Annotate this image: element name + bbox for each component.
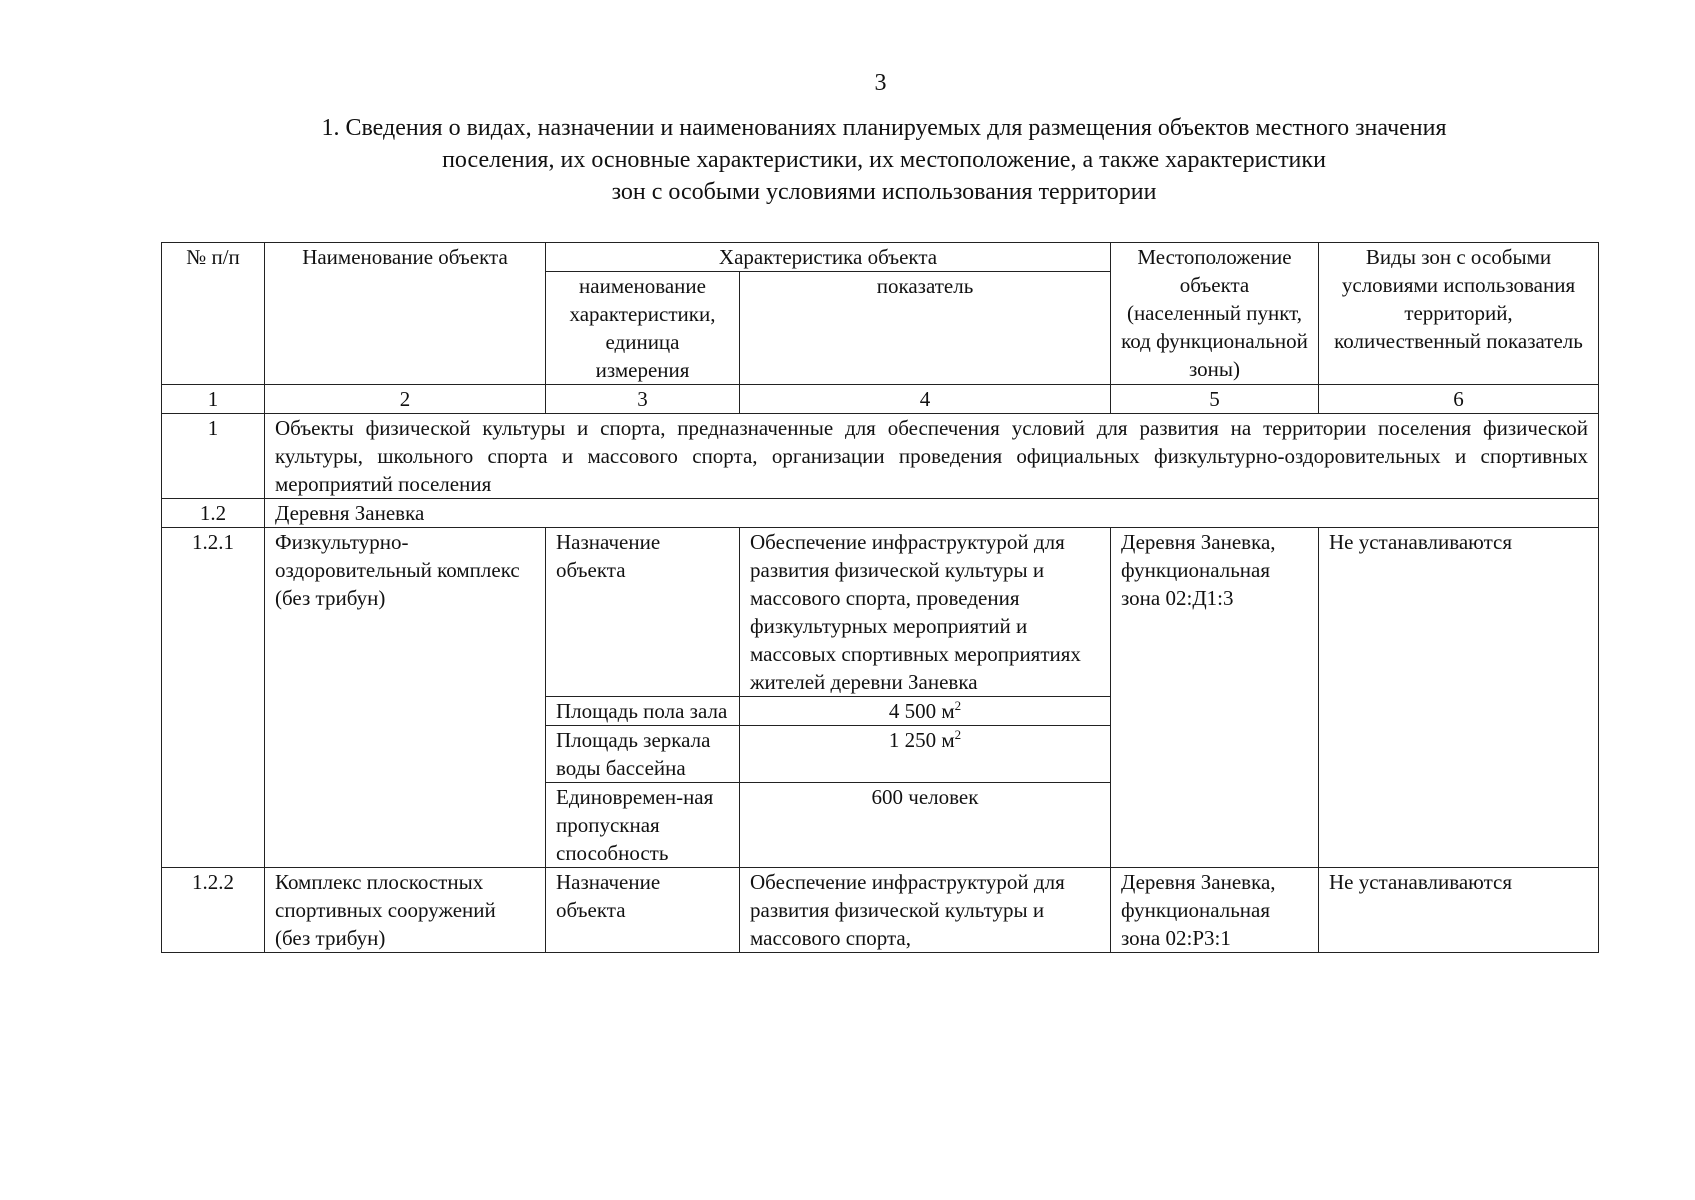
header-row [162, 243, 1599, 272]
characteristic-label: Назначение объекта [546, 528, 740, 697]
value-superscript: 2 [954, 727, 962, 742]
subsection-row [162, 499, 1599, 528]
characteristic-label: Назначение объекта [546, 868, 740, 953]
header-location: Местоположение объекта (населенный пункт, код функциональной зоны) [1111, 243, 1319, 385]
value-superscript: 2 [954, 698, 962, 713]
characteristic-value: 600 человек [740, 783, 1111, 868]
document-heading [190, 112, 1578, 208]
item-location: Деревня Заневка, функциональная зона 02:Д1:3 [1111, 528, 1319, 868]
header-characteristic: Характеристика объекта [546, 243, 1111, 272]
header-num: № п/п [162, 243, 265, 385]
characteristic-label: Единовремен-ная пропускная способность [546, 783, 740, 868]
item-num: 1.2.1 [162, 528, 265, 868]
column-number: 4 [740, 385, 1111, 414]
header-zones: Виды зон с особыми условиями использования территорий, количественный показатель [1319, 243, 1599, 385]
characteristic-value [740, 726, 1111, 783]
value-text: 4 500 м [888, 699, 955, 723]
characteristic-label: Площадь пола зала [546, 697, 740, 726]
item-zones: Не устанавливаются [1319, 868, 1599, 953]
column-number: 3 [546, 385, 740, 414]
table-row [162, 528, 1599, 697]
section-row [162, 414, 1599, 499]
characteristic-label: Площадь зеркала воды бассейна [546, 726, 740, 783]
page-number: 3 [874, 70, 887, 96]
objects-table [161, 242, 1599, 953]
heading-line: 1. Сведения о видах, назначении и наименованиях планируемых для размещения объектов местного значения [321, 115, 1447, 141]
heading-line: зон с особыми условиями использования территории [611, 179, 1157, 205]
subsection-text: Деревня Заневка [265, 499, 1599, 528]
table-row [162, 868, 1599, 953]
characteristic-value [740, 697, 1111, 726]
item-location: Деревня Заневка, функциональная зона 02:Р3:1 [1111, 868, 1319, 953]
heading-line: поселения, их основные характеристики, их местоположение, а также характеристики [442, 147, 1326, 173]
header-name: Наименование объекта [265, 243, 546, 385]
item-num: 1.2.2 [162, 868, 265, 953]
value-text: 1 250 м [888, 728, 955, 752]
column-number: 1 [162, 385, 265, 414]
column-number: 6 [1319, 385, 1599, 414]
header-char-name: наименование характеристики, единица измерения [546, 272, 740, 385]
subsection-num: 1.2 [162, 499, 265, 528]
section-num: 1 [162, 414, 265, 499]
item-zones: Не устанавливаются [1319, 528, 1599, 868]
header-indicator: показатель [740, 272, 1111, 385]
item-name: Комплекс плоскостных спортивных сооружений (без трибун) [265, 868, 546, 953]
item-name: Физкультурно-оздоровительный комплекс (без трибун) [265, 528, 546, 868]
column-number: 5 [1111, 385, 1319, 414]
characteristic-value: Обеспечение инфраструктурой для развития физической культуры и массового спорта, [740, 868, 1111, 953]
characteristic-value: Обеспечение инфраструктурой для развития физической культуры и массового спорта, проведения физкультурных мероприятий и массовых спортивных мероприятиях жителей деревни Заневка [740, 528, 1111, 697]
column-number-row [162, 385, 1599, 414]
section-text: Объекты физической культуры и спорта, предназначенные для обеспечения условий для развития на территории поселения физической культуры, школьного спорта и массового спорта, организации проведения официальных физкультурно-оздоровительных и спортивных мероприятий поселения [265, 414, 1599, 499]
column-number: 2 [265, 385, 546, 414]
